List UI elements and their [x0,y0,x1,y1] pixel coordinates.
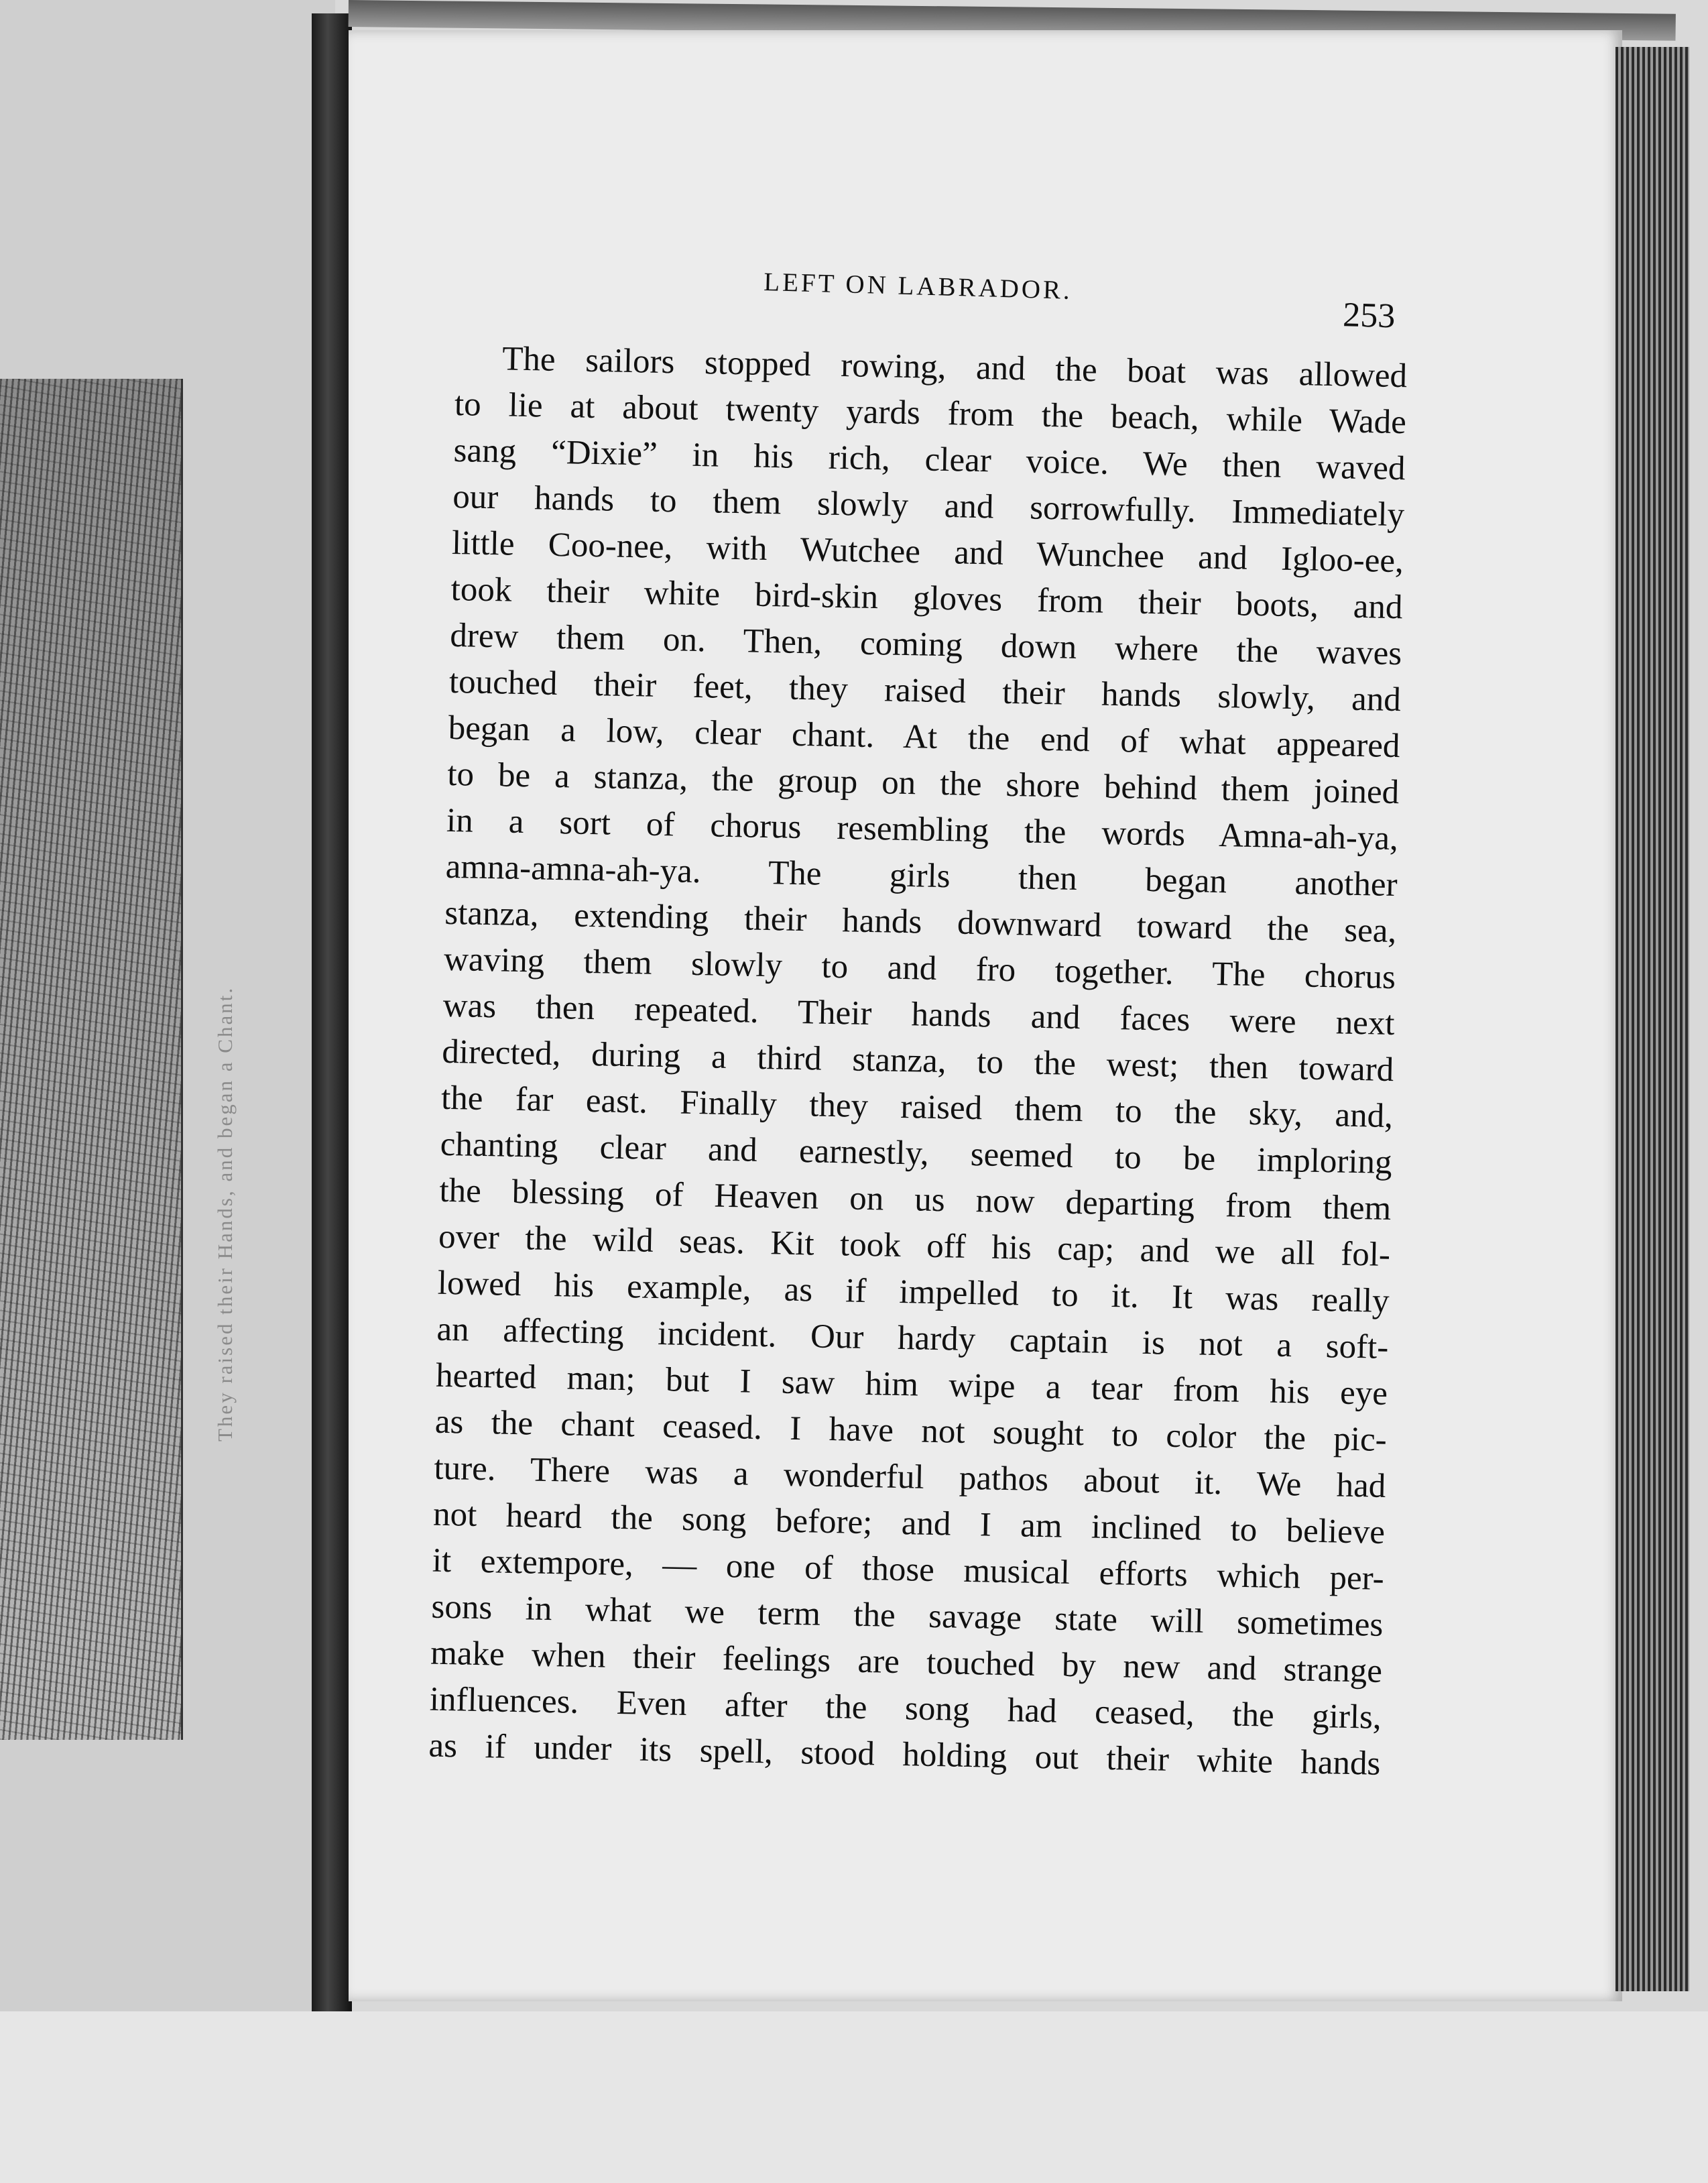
text-line: took their white bird-skin gloves from their boots, and [450,570,1403,627]
running-head: LEFT ON LABRADOR. [763,267,1073,305]
body-text [428,335,1408,1787]
text-line: in a sort of chorus resembling the words Amna-ah-ya, [446,801,1399,858]
text-line: little Coo-nee, with Wutchee and Wunchee and Igloo-ee, [451,524,1404,581]
text-line: began a low, clear chant. At the end of what appeared [448,709,1401,766]
text-line: hearted man; but I saw him wipe a tear from his eye [435,1356,1388,1413]
text-line: an affecting incident. Our hardy captain is not a soft- [436,1310,1389,1366]
text-line: drew them on. Then, coming down where the waves [449,616,1402,673]
page-edges [1615,47,1689,1991]
text-line: the blessing of Heaven on us now departing from them [438,1171,1392,1228]
text-line: not heard the song before; and I am inclined to believe [432,1495,1386,1551]
text-line: directed, during a third stanza, to the west; then toward [441,1032,1394,1089]
text-line: influences. Even after the song had ceased, the girls, [429,1680,1382,1736]
text-line: to be a stanza, the group on the shore behind them joined [446,755,1400,812]
text-line: as if under its spell, stood holding out their white hands [428,1726,1381,1783]
text-line: to lie at about twenty yards from the beach, while Wade [454,385,1407,442]
text-line: make when their feelings are touched by new and strange [430,1634,1383,1690]
illustration-caption: They raised their Hands, and began a Chant. [213,986,237,1441]
text-line: sang “Dixie” in his rich, clear voice. We then waved [453,431,1406,488]
text-line: our hands to them slowly and sorrowfully. Immediately [452,477,1405,534]
text-line: ture. There was a wonderful pathos about it. We had [434,1449,1386,1505]
page-number: 253 [1342,296,1396,336]
text-line: stanza, extending their hands downward toward the sea, [444,894,1397,951]
text-line: as the chant ceased. I have not sought to color the pic- [434,1403,1388,1459]
text-line: the far east. Finally they raised them to the sky, and, [440,1079,1394,1136]
text-line: sons in what we term the savage state will sometimes [431,1588,1384,1644]
text-line: was then repeated. Their hands and faces were next [442,986,1396,1043]
text-line: it extempore, — one of those musical efforts which per- [432,1541,1385,1598]
scan-background [0,2011,1708,2183]
text-line: lowed his example, as if impelled to it. It was really [437,1264,1390,1320]
book-gutter [312,13,352,2025]
left-page [0,0,335,2183]
text-line: chanting clear and earnestly, seemed to be imploring [440,1125,1393,1182]
text-line: amna-amna-ah-ya. The girls then began another [445,847,1398,904]
text-line: over the wild seas. Kit took off his cap; and we all fol- [438,1218,1391,1275]
engraving-illustration [0,379,183,1740]
text-line: waving them slowly to and fro together. The chorus [443,940,1396,997]
text-line: The sailors stopped rowing, and the boat was allowed [501,340,1408,396]
text-line: touched their feet, they raised their hands slowly, and [448,662,1402,719]
